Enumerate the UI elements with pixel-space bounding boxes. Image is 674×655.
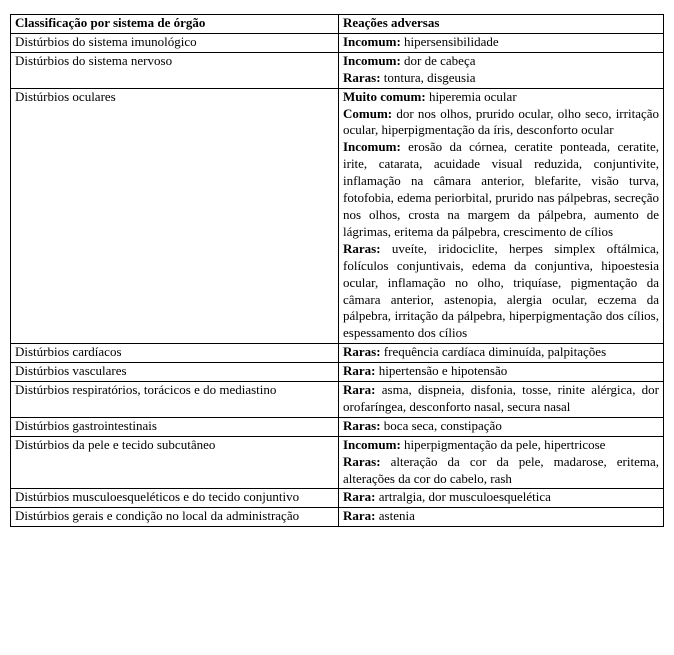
frequency-label: Raras: (343, 417, 381, 433)
organ-system-cell: Distúrbios gastrointestinais (11, 417, 339, 436)
adverse-reactions-cell (339, 363, 664, 382)
reaction-list: asma, dispneia, disfonia, tosse, rinite alérgica, dor orofaríngea, desconforto nasal, secura nasal (343, 382, 660, 414)
frequency-entry (343, 418, 659, 435)
header-organ-system: Classificação por sistema de órgão (11, 15, 339, 34)
reaction-list: artralgia, dor musculoesquelética (378, 489, 551, 505)
frequency-label: Incomum: (343, 139, 401, 155)
table-row (11, 489, 664, 508)
frequency-label: Rara: (343, 382, 376, 398)
adverse-reactions-cell (339, 489, 664, 508)
adverse-reactions-cell (339, 508, 664, 527)
reaction-list: hipersensibilidade (404, 33, 499, 49)
frequency-entry (343, 454, 659, 488)
adverse-reactions-cell (339, 33, 664, 52)
table-row (11, 436, 664, 489)
reaction-list: alteração da cor da pele, madarose, eritema, alterações da cor do cabelo, rash (343, 453, 659, 486)
frequency-label: Raras: (343, 240, 381, 256)
table-row (11, 88, 664, 344)
frequency-entry (343, 437, 659, 454)
frequency-entry (343, 344, 659, 361)
table-row (11, 508, 664, 527)
frequency-entry (343, 106, 659, 140)
table-row (11, 382, 664, 418)
reaction-list: dor de cabeça (404, 52, 476, 68)
organ-system-cell: Distúrbios do sistema nervoso (11, 52, 339, 88)
frequency-label: Rara: (343, 363, 376, 379)
reaction-list: uveíte, iridociclite, herpes simplex oftálmica, folículos conjuntivais, edema da conjuntiva, hipoestesia ocular, inflamação no olho, triquíase, pigmentação da câmara anterior, astenopia, alergia ocular, eczema da pálpebra, irritação da pálpebra, hiperpigmentação dos cílios, espessamento dos cílios (343, 240, 659, 341)
organ-system-cell: Distúrbios musculoesqueléticos e do tecido conjuntivo (11, 489, 339, 508)
frequency-label: Incomum: (343, 52, 401, 68)
table-row (11, 363, 664, 382)
adverse-reactions-cell (339, 88, 664, 344)
reaction-list: dor nos olhos, prurido ocular, olho seco, irritação ocular, hiperpigmentação da íris, desconforto ocular (343, 105, 659, 138)
frequency-entry (343, 489, 659, 506)
adverse-reactions-cell (339, 344, 664, 363)
frequency-entry (343, 241, 659, 342)
frequency-entry (343, 139, 659, 240)
table-row (11, 52, 664, 88)
frequency-entry (343, 508, 659, 525)
frequency-entry (343, 34, 659, 51)
reaction-list: astenia (378, 508, 415, 524)
adverse-reactions-cell (339, 436, 664, 489)
frequency-entry (343, 363, 659, 380)
adverse-reactions-cell (339, 417, 664, 436)
frequency-label: Raras: (343, 69, 381, 85)
table-row (11, 344, 664, 363)
organ-system-cell: Distúrbios da pele e tecido subcutâneo (11, 436, 339, 489)
reaction-list: hipertensão e hipotensão (378, 363, 508, 379)
header-adverse-reactions: Reações adversas (339, 15, 664, 34)
frequency-label: Rara: (343, 508, 376, 524)
frequency-label: Incomum: (343, 436, 401, 452)
organ-system-cell: Distúrbios vasculares (11, 363, 339, 382)
adverse-reactions-cell (339, 382, 664, 418)
reaction-list: erosão da córnea, ceratite ponteada, ceratite, irite, catarata, acuidade visual reduzida, conjuntivite, inflamação na câmara anterior, blefarite, visão turva, fotofobia, edema periorbital, prurido nas pálpebras, secreção nos olhos, crosta na margem da pálpebra, aumento de lágrimas, eritema da pálpebra, crescimento de cílios (343, 139, 660, 239)
frequency-label: Muito comum: (343, 88, 426, 104)
reaction-list: frequência cardíaca diminuída, palpitações (383, 344, 607, 360)
organ-system-cell: Distúrbios oculares (11, 88, 339, 344)
table-row (11, 33, 664, 52)
reaction-list: hiperemia ocular (428, 88, 517, 104)
frequency-label: Raras: (343, 344, 381, 360)
frequency-entry (343, 89, 659, 106)
adverse-reactions-table (10, 14, 664, 527)
frequency-label: Incomum: (343, 33, 401, 49)
frequency-label: Rara: (343, 489, 376, 505)
frequency-label: Comum: (343, 105, 393, 121)
reaction-list: hiperpigmentação da pele, hipertricose (404, 436, 606, 452)
reaction-list: tontura, disgeusia (383, 69, 476, 85)
table-body (11, 33, 664, 526)
organ-system-cell: Distúrbios gerais e condição no local da administração (11, 508, 339, 527)
frequency-entry (343, 382, 659, 416)
adverse-reactions-cell (339, 52, 664, 88)
organ-system-cell: Distúrbios respiratórios, torácicos e do mediastino (11, 382, 339, 418)
table-header-row (11, 15, 664, 34)
frequency-entry (343, 70, 659, 87)
organ-system-cell: Distúrbios cardíacos (11, 344, 339, 363)
table-row (11, 417, 664, 436)
organ-system-cell: Distúrbios do sistema imunológico (11, 33, 339, 52)
reaction-list: boca seca, constipação (383, 417, 502, 433)
frequency-label: Raras: (343, 453, 381, 469)
frequency-entry (343, 53, 659, 70)
